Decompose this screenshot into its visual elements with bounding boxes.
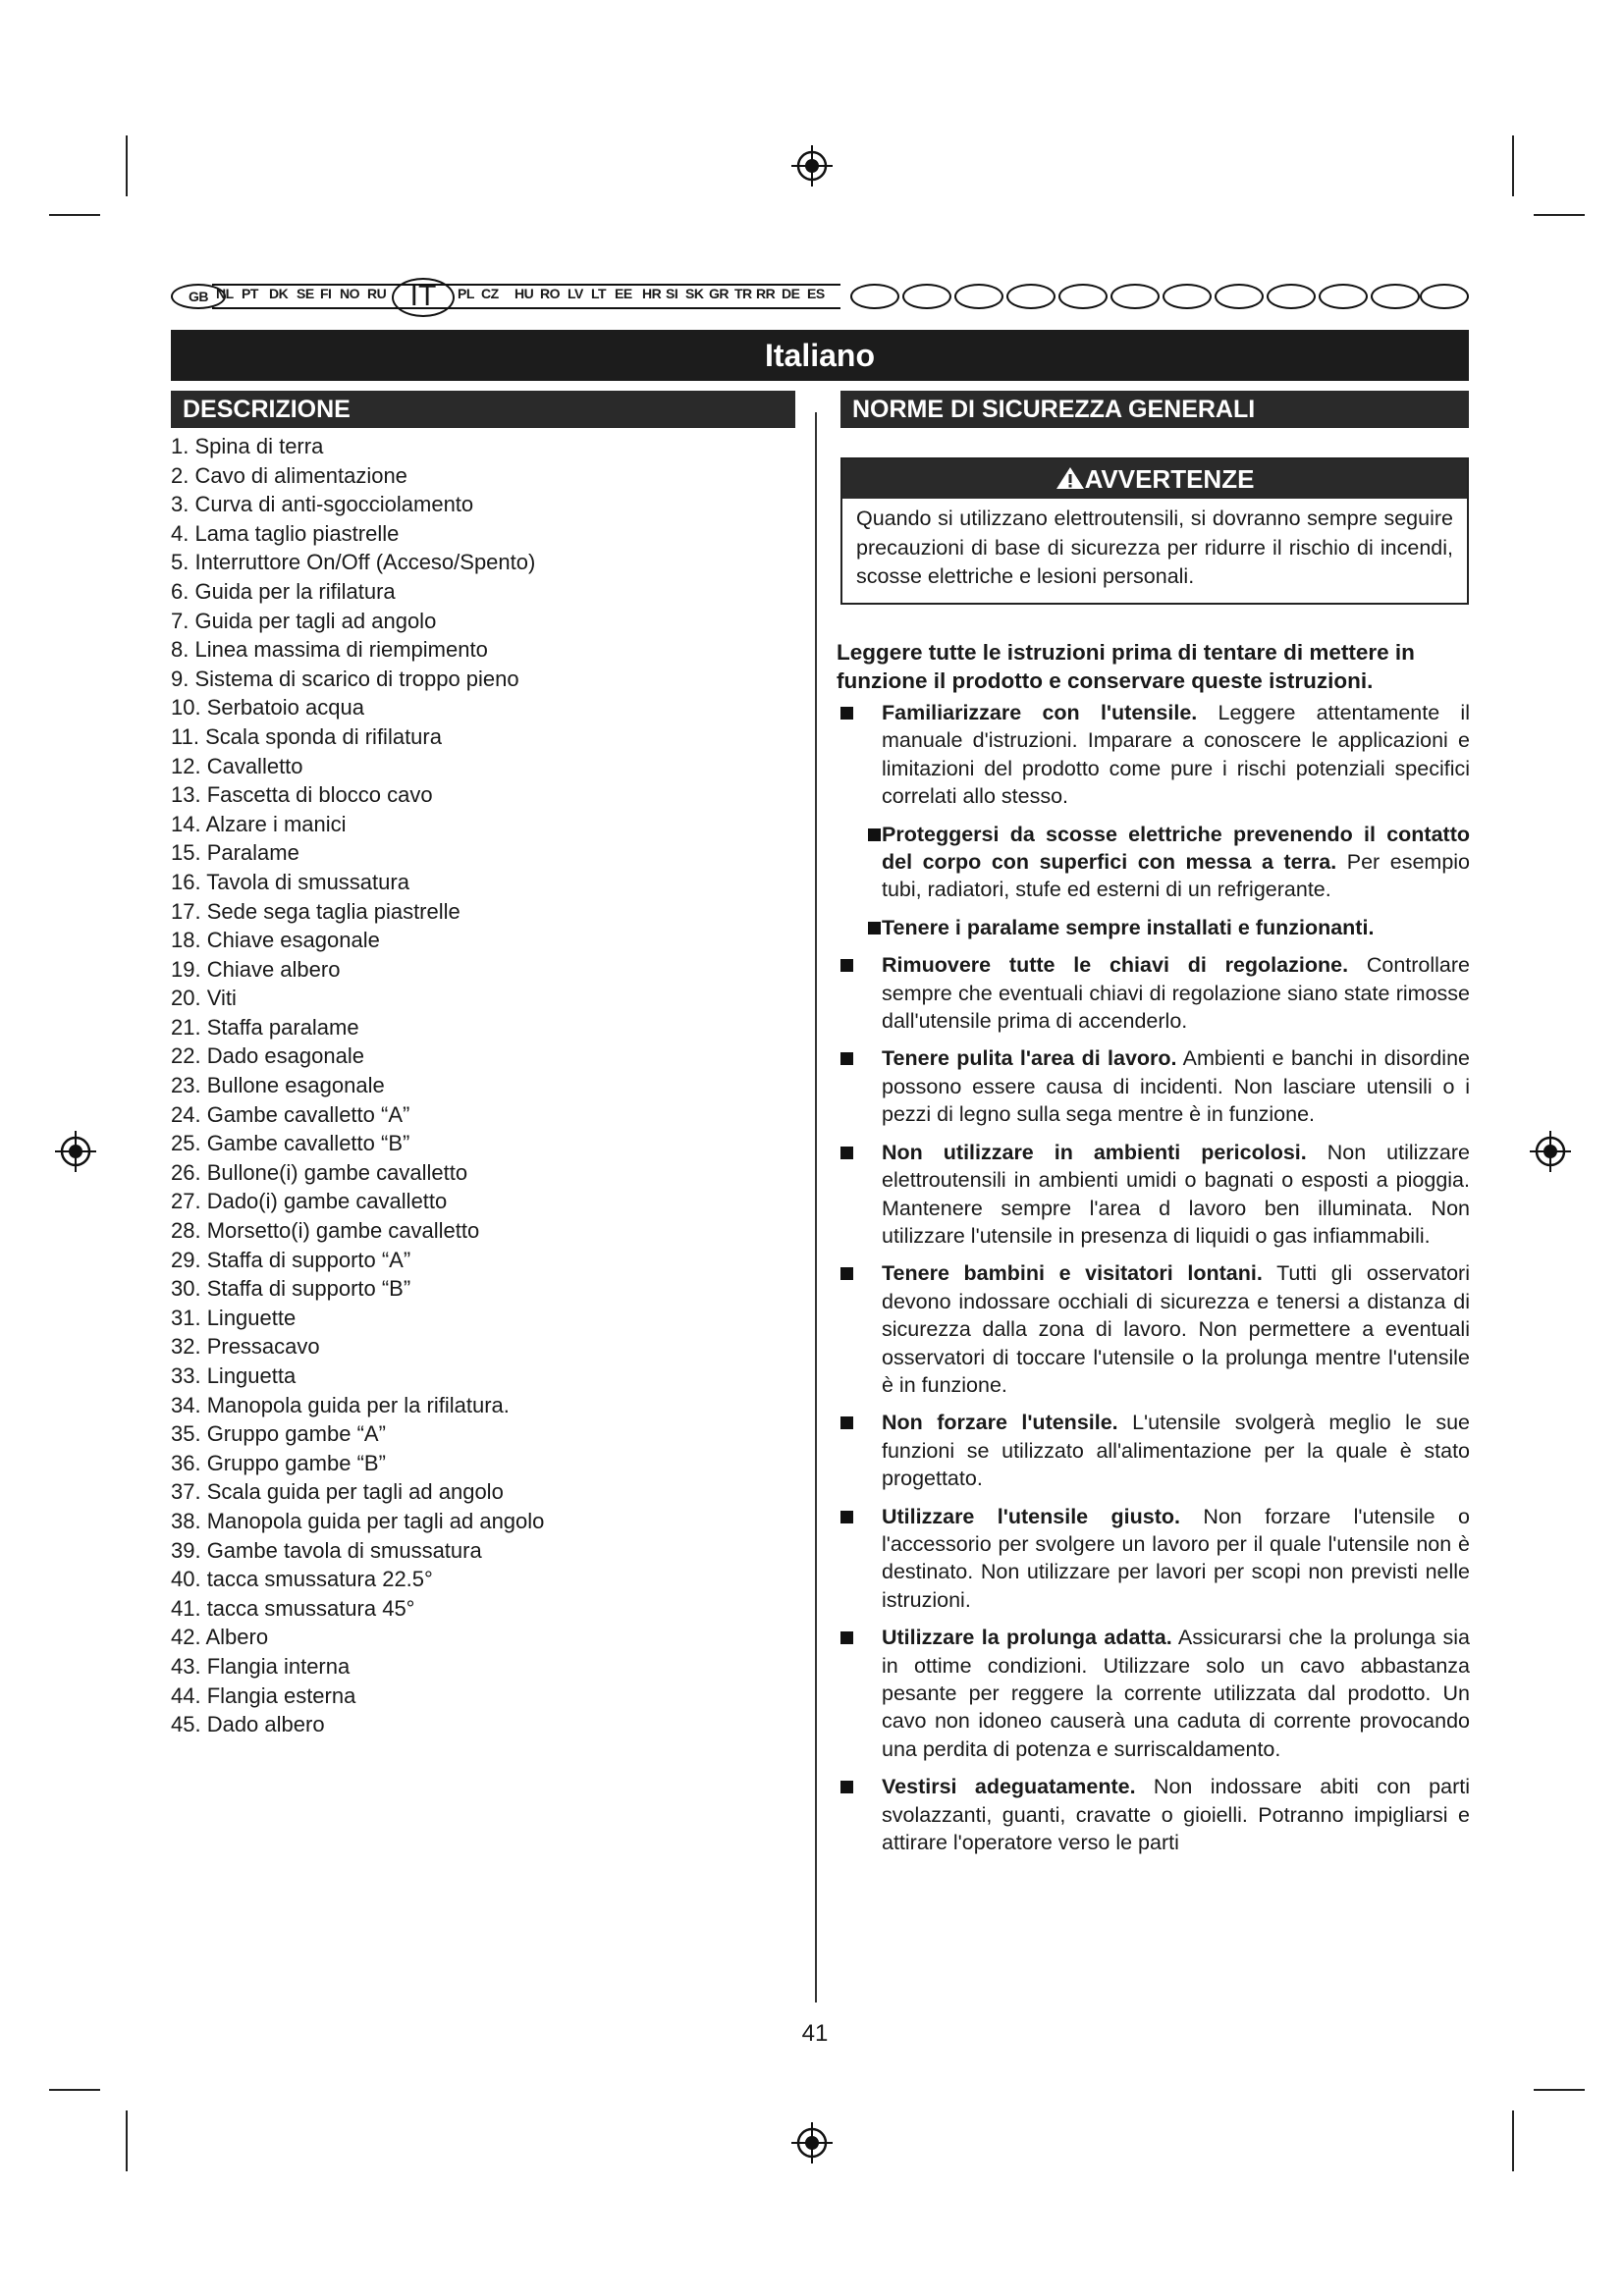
lang-code: CZ bbox=[481, 286, 499, 301]
lang-oval-empty bbox=[1420, 284, 1469, 309]
rule-text: Controllare sempre che eventuali chiavi di regolazione siano state rimosse dall'utensile prima di accenderlo. bbox=[882, 953, 1470, 1034]
warning-header bbox=[842, 459, 1467, 499]
list-item: 25. Gambe cavalletto “B” bbox=[171, 1131, 410, 1156]
lang-code: EE bbox=[615, 286, 632, 301]
crop-mark bbox=[1512, 2110, 1514, 2171]
list-item bbox=[837, 914, 1470, 941]
lang-code: HR bbox=[642, 286, 662, 301]
list-item: 32. Pressacavo bbox=[171, 1334, 320, 1360]
lang-code: NL bbox=[216, 286, 234, 301]
list-item: 33. Linguetta bbox=[171, 1363, 297, 1388]
lang-code: LT bbox=[591, 286, 607, 301]
list-item: 12. Cavalletto bbox=[171, 753, 303, 778]
intro-text: Leggere tutte le istruzioni prima di tentare di mettere in funzione il prodotto e conservare queste istruzioni. bbox=[837, 640, 1415, 693]
lang-code: SE bbox=[297, 286, 314, 301]
lang-code: ES bbox=[807, 286, 825, 301]
bullet-square-icon bbox=[840, 707, 853, 720]
rule-text: Per esempio tubi, radiatori, stufe ed esterni di un refrigerante. bbox=[882, 850, 1471, 902]
lang-code: FI bbox=[320, 286, 332, 301]
list-item bbox=[837, 1503, 1470, 1615]
crop-mark bbox=[49, 2089, 100, 2091]
list-item bbox=[837, 951, 1470, 1035]
rule-title: Proteggersi da scosse elettriche prevenendo il contatto del corpo con superfici con messa a terra. bbox=[882, 822, 1470, 875]
lang-code: PL bbox=[458, 286, 474, 301]
page-number: 41 bbox=[801, 2020, 829, 2047]
list-item: 17. Sede sega taglia piastrelle bbox=[171, 898, 460, 924]
list-item bbox=[837, 1773, 1470, 1856]
lang-oval-empty bbox=[850, 284, 899, 309]
list-item bbox=[837, 821, 1470, 904]
bullet-square-icon bbox=[868, 922, 881, 934]
parts-list bbox=[171, 432, 780, 1739]
rule-title: Tenere pulita l'area di lavoro. bbox=[882, 1046, 1177, 1071]
list-item bbox=[837, 1139, 1470, 1251]
lang-oval-empty bbox=[1319, 284, 1368, 309]
list-item: 5. Interruttore On/Off (Acceso/Spento) bbox=[171, 550, 536, 575]
lang-code: NO bbox=[340, 286, 359, 301]
list-item: 35. Gruppo gambe “A” bbox=[171, 1421, 386, 1447]
list-item: 18. Chiave esagonale bbox=[171, 928, 380, 953]
list-item bbox=[837, 1624, 1470, 1763]
rule-title: Rimuovere tutte le chiavi di regolazione. bbox=[882, 953, 1349, 978]
lang-code: SK bbox=[685, 286, 704, 301]
list-item: 31. Linguette bbox=[171, 1305, 297, 1330]
crop-mark bbox=[1534, 214, 1585, 216]
rule-text: Leggere attentamente il manuale d'istruzioni. Imparare a conoscere le applicazioni e limitazioni del prodotto come pure i rischi potenziali specifici correlati allo stesso. bbox=[882, 701, 1470, 809]
crop-mark bbox=[126, 135, 128, 196]
list-item: 7. Guida per tagli ad angolo bbox=[171, 608, 437, 633]
rule-text: Non indossare abiti con parti svolazzanti, guanti, cravatte o gioielli. Potranno impigliarsi e attirare l'operatore verso le parti bbox=[882, 1775, 1470, 1855]
warning-box bbox=[840, 457, 1469, 605]
crop-mark bbox=[49, 214, 100, 216]
warning-title: AVVERTENZE bbox=[1084, 464, 1255, 494]
rule-title: Utilizzare la prolunga adatta. bbox=[882, 1626, 1172, 1650]
registration-mark-icon bbox=[789, 143, 835, 188]
registration-mark-icon bbox=[789, 2120, 835, 2165]
section-heading-description: DESCRIZIONE bbox=[171, 391, 795, 428]
lang-oval-empty bbox=[1058, 284, 1108, 309]
list-item: 43. Flangia interna bbox=[171, 1653, 351, 1679]
lang-code: GR bbox=[709, 286, 729, 301]
section-heading-safety: NORME DI SICUREZZA GENERALI bbox=[840, 391, 1469, 428]
lang-code: RO bbox=[540, 286, 560, 301]
list-item: 23. Bullone esagonale bbox=[171, 1073, 385, 1098]
bullet-square-icon bbox=[840, 1781, 853, 1793]
language-bar bbox=[171, 278, 1469, 317]
active-language-badge[interactable]: IT bbox=[392, 278, 455, 317]
lang-code: GB bbox=[189, 289, 208, 304]
crop-mark bbox=[126, 2110, 128, 2171]
registration-mark-icon bbox=[1528, 1129, 1573, 1174]
list-item: 1. Spina di terra bbox=[171, 434, 324, 458]
list-item: 14. Alzare i manici bbox=[171, 811, 347, 836]
list-item: 20. Viti bbox=[171, 986, 237, 1011]
list-item: 44. Flangia esterna bbox=[171, 1682, 356, 1708]
warning-triangle-icon bbox=[1056, 466, 1085, 490]
bullet-square-icon bbox=[868, 828, 881, 841]
list-item: 10. Serbatoio acqua bbox=[171, 695, 364, 721]
lang-code: PT bbox=[242, 286, 258, 301]
page-title: Italiano bbox=[171, 330, 1469, 381]
lang-code: HU bbox=[514, 286, 534, 301]
list-item: 21. Staffa paralame bbox=[171, 1014, 359, 1040]
list-item: 26. Bullone(i) gambe cavalletto bbox=[171, 1159, 468, 1185]
lang-oval-empty bbox=[1110, 284, 1160, 309]
lang-oval-empty bbox=[1006, 284, 1056, 309]
rule-text: Ambienti e banchi in disordine possono essere causa di incidenti. Non lasciare utensili o i pezzi di legno sulla sega mentre è in funzione. bbox=[882, 1046, 1470, 1127]
rule-text: Non forzare l'utensile o l'accessorio per svolgere un lavoro per il quale l'utensile non è destinato. Non utilizzare per lavori per scopi non previsti nelle istruzioni. bbox=[882, 1504, 1470, 1612]
lang-code: SI bbox=[666, 286, 678, 301]
warning-text: Quando si utilizzano elettroutensili, si dovranno sempre seguire precauzioni di base di sicurezza per ridurre il rischio di incendi, scosse elettriche e lesioni personali. bbox=[856, 507, 1453, 588]
list-item bbox=[837, 1259, 1470, 1399]
list-item: 4. Lama taglio piastrelle bbox=[171, 520, 400, 546]
list-item: 16. Tavola di smussatura bbox=[171, 869, 409, 894]
bullet-square-icon bbox=[840, 959, 853, 972]
lang-oval-empty bbox=[902, 284, 951, 309]
list-item: 22. Dado esagonale bbox=[171, 1043, 364, 1069]
list-item: 27. Dado(i) gambe cavalletto bbox=[171, 1189, 448, 1214]
bullet-square-icon bbox=[840, 1052, 853, 1065]
rule-title: Familiarizzare con l'utensile. bbox=[882, 701, 1198, 724]
bullet-square-icon bbox=[840, 1416, 853, 1429]
list-item: 29. Staffa di supporto “A” bbox=[171, 1247, 411, 1272]
rule-text: L'utensile svolgerà meglio le sue funzioni se utilizzato all'alimentazione per la quale è stato progettato. bbox=[882, 1411, 1470, 1491]
list-item: 39. Gambe tavola di smussatura bbox=[171, 1537, 482, 1563]
list-item: 8. Linea massima di riempimento bbox=[171, 637, 488, 663]
list-item: 15. Paralame bbox=[171, 840, 299, 866]
list-item: 36. Gruppo gambe “B” bbox=[171, 1450, 386, 1475]
lang-code: RU bbox=[367, 286, 387, 301]
rule-title: Vestirsi adeguatamente. bbox=[882, 1775, 1136, 1799]
list-item: 28. Morsetto(i) gambe cavalletto bbox=[171, 1218, 480, 1244]
list-item: 30. Staffa di supporto “B” bbox=[171, 1276, 411, 1302]
list-item: 41. tacca smussatura 45° bbox=[171, 1595, 415, 1621]
lang-code: DE bbox=[782, 286, 800, 301]
list-item: 45. Dado albero bbox=[171, 1712, 325, 1737]
bullet-square-icon bbox=[840, 1631, 853, 1644]
lang-oval-empty bbox=[1163, 284, 1212, 309]
rule-title: Tenere bambini e visitatori lontani. bbox=[882, 1261, 1263, 1286]
lang-code: DK bbox=[269, 286, 289, 301]
bullet-square-icon bbox=[840, 1511, 853, 1523]
lang-oval-empty bbox=[1215, 284, 1264, 309]
bullet-square-icon bbox=[840, 1267, 853, 1280]
list-item: 24. Gambe cavalletto “A” bbox=[171, 1101, 410, 1127]
list-item: 40. tacca smussatura 22.5° bbox=[171, 1567, 433, 1592]
registration-mark-icon bbox=[53, 1129, 98, 1174]
list-item: 13. Fascetta di blocco cavo bbox=[171, 782, 433, 808]
rule-text: Tutti gli osservatori devono indossare occhiali di sicurezza e tenersi a distanza di sicurezza dalla zona di lavoro. Non permettere a eventuali osservatori di toccare l'utensile o la prolunga mentre l'utensile è in funzione. bbox=[882, 1261, 1470, 1397]
crop-mark bbox=[1534, 2089, 1585, 2091]
list-item bbox=[837, 699, 1470, 811]
list-item: 37. Scala guida per tagli ad angolo bbox=[171, 1479, 504, 1505]
list-item: 2. Cavo di alimentazione bbox=[171, 462, 407, 488]
lang-oval-empty bbox=[954, 284, 1003, 309]
list-item: 3. Curva di anti-sgocciolamento bbox=[171, 492, 474, 517]
rule-text: Non utilizzare elettroutensili in ambienti umidi o bagnati o esposti a pioggia. Mantenere sempre l'area d lavoro ben illuminata. Non utilizzare l'utensile in presenza di liquidi o gas infiammabili. bbox=[882, 1140, 1470, 1248]
list-item: 19. Chiave albero bbox=[171, 956, 341, 982]
crop-mark bbox=[1512, 135, 1514, 196]
lang-code: RR bbox=[756, 286, 776, 301]
safety-rules bbox=[837, 699, 1470, 1866]
list-item: 38. Manopola guida per tagli ad angolo bbox=[171, 1508, 545, 1533]
list-item bbox=[837, 1409, 1470, 1492]
list-item bbox=[837, 1044, 1470, 1128]
list-item: 11. Scala sponda di rifilatura bbox=[171, 723, 442, 749]
list-item: 34. Manopola guida per la rifilatura. bbox=[171, 1392, 510, 1417]
lang-code: LV bbox=[568, 286, 583, 301]
rule-title: Utilizzare l'utensile giusto. bbox=[882, 1504, 1181, 1528]
rule-title: Non forzare l'utensile. bbox=[882, 1411, 1118, 1435]
column-divider bbox=[815, 412, 817, 2002]
bullet-square-icon bbox=[840, 1147, 853, 1159]
lang-code: TR bbox=[734, 286, 752, 301]
lang-oval-empty bbox=[1267, 284, 1316, 309]
rule-title: Tenere i paralame sempre installati e funzionanti. bbox=[882, 915, 1375, 939]
list-item: 6. Guida per la rifilatura bbox=[171, 578, 396, 604]
rule-title: Non utilizzare in ambienti pericolosi. bbox=[882, 1140, 1307, 1164]
lang-oval-empty bbox=[1371, 284, 1420, 309]
list-item: 42. Albero bbox=[171, 1625, 269, 1650]
list-item: 9. Sistema di scarico di troppo pieno bbox=[171, 666, 519, 691]
rule-text: Assicurarsi che la prolunga sia in ottime condizioni. Utilizzare solo un cavo abbastanza pesante per reggere la corrente utilizzata dal prodotto. Un cavo non idoneo causerà una caduta di corrente provocando una perdita di potenza e surriscaldamento. bbox=[882, 1626, 1470, 1761]
